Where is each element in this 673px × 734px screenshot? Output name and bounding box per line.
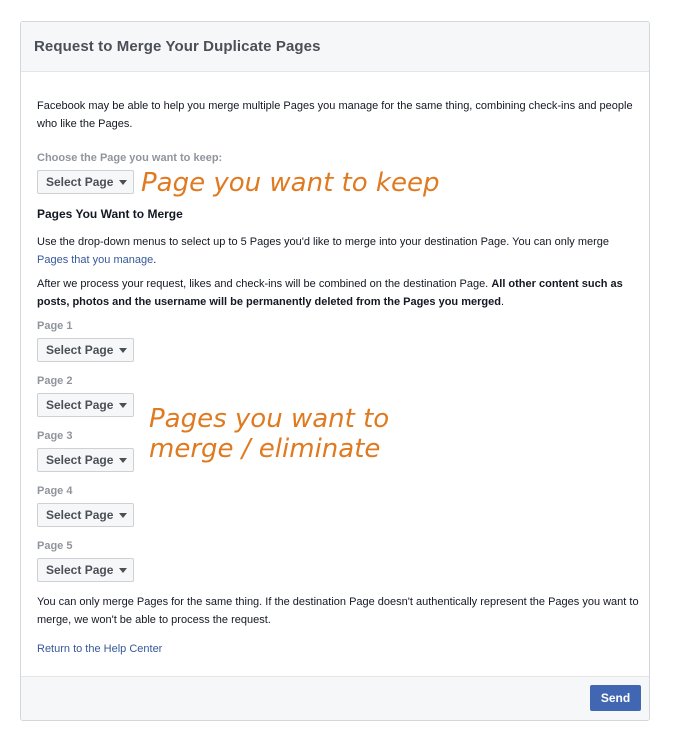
dialog-footer: [21, 676, 649, 720]
page-2-label: Page 2: [37, 375, 73, 387]
page-1-select[interactable]: [37, 338, 134, 362]
merge-warning-bold-1: All other content such as: [491, 278, 623, 290]
merge-warning: [37, 275, 637, 311]
same-thing-note: [37, 593, 642, 629]
page-1-select-label: Select Page: [46, 343, 114, 357]
send-button[interactable]: Send: [590, 685, 641, 711]
chevron-down-icon: [119, 180, 127, 185]
merge-pages-dialog: [20, 21, 650, 721]
page-4-select[interactable]: [37, 503, 134, 527]
intro-text: Facebook may be able to help you merge multiple Pages you manage for the same thing, combining check-ins and people who like the Pages.: [37, 100, 633, 130]
page-4-label: Page 4: [37, 485, 73, 497]
page-5-select-label: Select Page: [46, 563, 114, 577]
page-4-select-label: Select Page: [46, 508, 114, 522]
dialog-header: [21, 22, 649, 72]
merge-section-title: Pages You Want to Merge: [37, 207, 183, 221]
same-thing-note-line-1: You can only merge Pages for the same thing. If the destination Page doesn't authentically represent the Pages you want: [37, 596, 627, 608]
chevron-down-icon: [119, 348, 127, 353]
keep-page-select-label: Select Page: [46, 175, 114, 189]
page-3-label: Page 3: [37, 430, 73, 442]
merge-instructions: [37, 233, 637, 269]
keep-page-label: Choose the Page you want to keep:: [37, 152, 223, 164]
page-2-select-label: Select Page: [46, 398, 114, 412]
same-thing-note-line-2: to merge, we won't be able to process the request.: [37, 596, 639, 626]
pages-you-manage-link[interactable]: Pages that you manage: [37, 254, 154, 266]
page-2-select[interactable]: [37, 393, 134, 417]
page-5-label: Page 5: [37, 540, 73, 552]
dialog-title: Request to Merge Your Duplicate Pages: [34, 38, 321, 55]
merge-warning-normal: After we process your request, likes and check-ins will be combined on the destination Page.: [37, 278, 492, 290]
merge-instructions-end: .: [153, 254, 157, 266]
merge-warning-end: .: [500, 296, 504, 308]
merge-warning-bold-2: posts, photos and the username will be permanently deleted from the Pages you merged: [37, 296, 501, 308]
keep-page-select[interactable]: [37, 170, 134, 194]
help-center-link[interactable]: Return to the Help Center: [37, 643, 163, 655]
chevron-down-icon: [119, 568, 127, 573]
chevron-down-icon: [119, 513, 127, 518]
merge-annotation-line-2: merge / eliminate: [149, 434, 381, 464]
chevron-down-icon: [119, 403, 127, 408]
keep-annotation: Page you want to keep: [141, 168, 440, 198]
page-5-select[interactable]: [37, 558, 134, 582]
merge-instructions-text: Use the drop-down menus to select up to 5 Pages you'd like to merge into your destination Page. You can only merge: [37, 236, 610, 248]
page-3-select[interactable]: [37, 448, 134, 472]
chevron-down-icon: [119, 458, 127, 463]
page-1-label: Page 1: [37, 320, 73, 332]
page-3-select-label: Select Page: [46, 453, 114, 467]
merge-annotation-line-1: Pages you want to: [149, 404, 390, 434]
